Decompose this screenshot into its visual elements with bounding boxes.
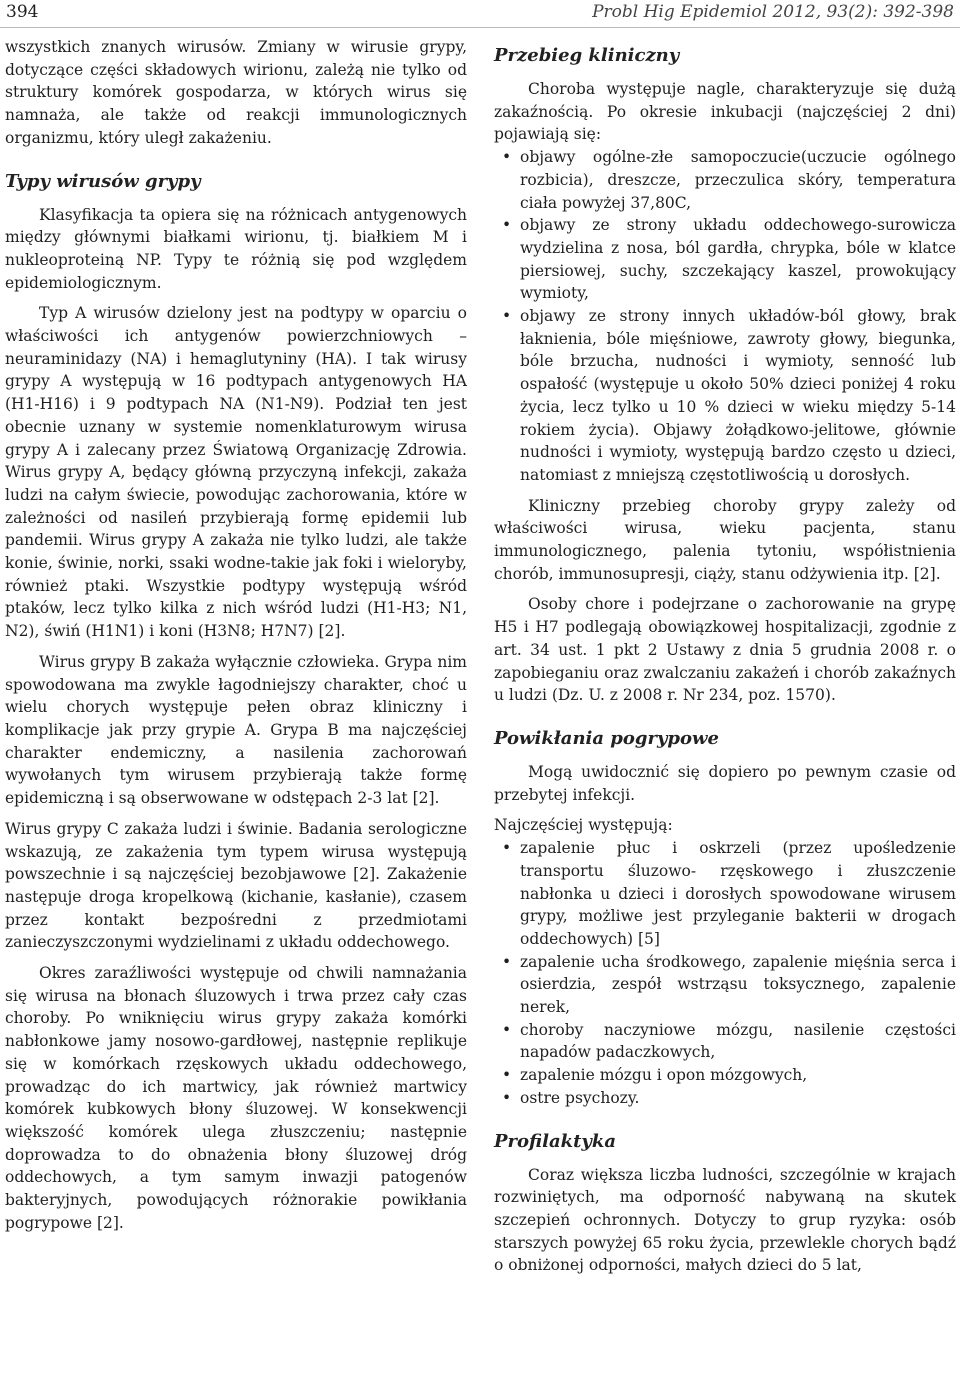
list-item: • zapalenie mózgu i opon mózgowych, — [494, 1064, 956, 1087]
left-column — [5, 36, 467, 1234]
list-item: • objawy ze strony innych układów-ból głowy, brak łaknienia, bóle mięśniowe, zawroty głowy, biegunka, bóle brzucha, nudności i wymioty, senność lub ospałość (występuje u około 50% dzieci poniżej 4 roku życia, lecz tylko u 10 % dzieci w wieku między 5-14 rokiem życia). Objawy żołądkowo-jelitowe, głównie nudności i wymioty, występują bardzo często u dzieci, natomiast z mniejszą częstotliwością u dorosłych. — [494, 305, 956, 487]
paragraph: Osoby chore i podejrzane o zachorowanie na grypę H5 i H7 podlegają obowiązkowej hospitalizacji, zgodnie z art. 34 ust. 1 pkt 2 Ustawy z dnia 5 grudnia 2008 r. o zapobieganiu oraz zwalczaniu zakażeń i chorób zakaźnych u ludzi (Dz. U. z 2008 r. Nr 234, poz. 1570). — [494, 595, 956, 705]
paragraph: wszystkich znanych wirusów. Zmiany w wirusie grypy, dotyczące części składowych wirionu, zależą nie tylko od struktury komórek gospodarza, w których wirus się namnaża, ale także od reakcji immunologicznych organizmu, który uległ zakażeniu. — [5, 38, 467, 147]
journal-citation: Probl Hig Epidemiol 2012, 93(2): 392-398 — [592, 2, 954, 22]
paragraph: Coraz większa liczba ludności, szczególnie w krajach rozwiniętych, ma odporność nabywaną na skutek szczepień ochronnych. Dotyczy to grup ryzyka: osób starszych powyżej 65 roku życia, przewlekle chorych bądź o obniżonej odporności, małych dzieci do 5 lat, — [494, 1165, 956, 1275]
symptoms-list — [494, 146, 956, 487]
section-heading-virus-types: Typy wirusów grypy — [5, 170, 201, 192]
paragraph: Klasyfikacja ta opiera się na różnicach antygenowych między głównymi białkami wirionu, tj. białkiem M i nukleoproteiną NP. Typy te różnią się pod względem epidemiologicznym. — [5, 205, 467, 292]
paragraph: Wirus grypy C zakaża ludzi i świnie. Badania serologiczne wskazują, ze zakażenia tym typem wirusa występują powszechnie i są najczęściej bezobjawowe [2]. Zakażenie następuje droga kropelkową (kichanie, kasłanie), czasem przez kontakt bezpośredni z przedmiotami zanieczyszczonymi wydzielinami z układu oddechowego. — [5, 819, 467, 952]
paragraph: Okres zaraźliwości występuje od chwili namnażania się wirusa na błonach śluzowych i trwa przez cały czas choroby. Po wniknięciu wirus grypy zakaża komórki nabłonkowe jamy nosowo-gardłowej, następnie replikuje się w komórkach rzęskowych układu oddechowego, prowadząc do ich martwicy, jak również martwicy komórek kubkowych błony śluzowej. W konsekwencji większość komórek ulega złuszczeniu; następnie doprowadza to do obnażenia błony śluzowej dróg oddechowych, a tym samym inwazji patogenów bakteryjnych, powodujących różnorakie powikłania pogrypowe [2]. — [5, 964, 467, 1232]
header-rule — [0, 27, 960, 28]
page-header — [0, 0, 960, 28]
list-item: • ostre psychozy. — [494, 1087, 956, 1110]
paragraph: Mogą uwidocznić się dopiero po pewnym czasie od przebytej infekcji. — [494, 762, 956, 804]
right-column — [494, 36, 956, 1277]
page-number: 394 — [6, 2, 39, 22]
paragraph: Choroba występuje nagle, charakteryzuje się dużą zakaźnością. Po okresie inkubacji (najczęściej 2 dni) pojawiają się: — [494, 80, 956, 144]
list-item: • choroby naczyniowe mózgu, nasilenie częstości napadów padaczkowych, — [494, 1019, 956, 1064]
paragraph: Najczęściej występują: — [494, 816, 673, 835]
section-heading-prophylaxis: Profilaktyka — [494, 1130, 616, 1152]
paragraph: Kliniczny przebieg choroby grypy zależy od właściwości wirusa, wieku pacjenta, stanu immunologicznego, palenia tytoniu, współistnienia chorób, immunosupresji, ciąży, stanu odżywienia itp. [2]. — [494, 496, 956, 583]
section-heading-complications: Powikłania pogrypowe — [494, 727, 719, 749]
list-item: • objawy ogólne-złe samopoczucie(uczucie ogólnego rozbicia), dreszcze, przeczulica skóry, temperatura ciała powyżej 37,80C, — [494, 146, 956, 214]
paragraph: Typ A wirusów dzielony jest na podtypy w oparciu o właściwości ich antygenów powierzchniowych – neuraminidazy (NA) i hemaglutyniny (HA). I tak wirusy grypy A występują w 16 podtypach antygenowych HA (H1-H16) i 9 podtypach NA (N1-N9). Podział ten jest obecnie uznany w systemie nomenklaturowym wirusa grypy A i zalecany przez Światową Organizację Zdrowia. Wirus grypy A, będący główną przyczyną infekcji, zakaża ludzi na całym świecie, powodując zachorowania, które w zależności od nasileń przybierają formę epidemii lub pandemii. Wirus grypy A zakaża nie tylko ludzi, ale także konie, świnie, norki, ssaki wodne-takie jak foki i wieloryby, również ptaki. Wszystkie podtypy występują wśród ptaków, lecz tylko kilka z nich wśród ludzi (H1-H3; N1, N2), świń (H1N1) i koni (H3N8; H7N7) [2]. — [5, 304, 467, 641]
list-item: • zapalenie ucha środkowego, zapalenie mięśnia serca i osierdzia, zespół wstrząsu toksycznego, zapalenie nerek, — [494, 951, 956, 1019]
paragraph: Wirus grypy B zakaża wyłącznie człowieka. Grypa nim spowodowana ma zwykle łagodniejszy charakter, choć u wielu chorych występuje pełen obraz kliniczny i komplikacje jak przy grypie A. Grypa B ma najczęściej charakter endemiczny, a nasilenia zachorowań wywołanych tym wirusem przybierają także formę epidemiczną i są obserwowane w odstępach 2-3 lat [2]. — [5, 652, 467, 808]
list-item: • objawy ze strony układu oddechowego-surowicza wydzielina z nosa, ból gardła, chrypka, bóle w klatce piersiowej, suchy, szczekający kaszel, prowokujący wymioty, — [494, 214, 956, 305]
complications-list — [494, 837, 956, 1109]
list-item: • zapalenie płuc i oskrzeli (przez upośledzenie transportu śluzowo- rzęskowego i złuszczenie nabłonka u dzieci i dorosłych spowodowane wirusem grypy, możliwe jest przyleganie bakterii w drogach oddechowych) [5] — [494, 837, 956, 951]
section-heading-clinical-course: Przebieg kliniczny — [494, 45, 680, 66]
